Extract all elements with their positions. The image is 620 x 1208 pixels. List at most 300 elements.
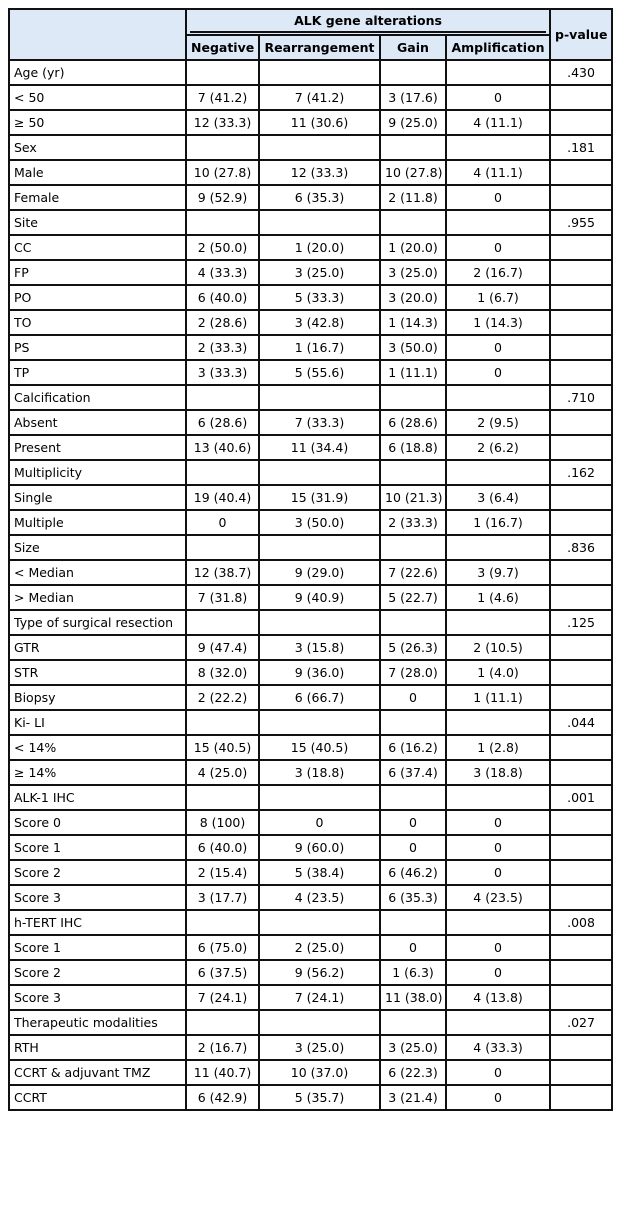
cell-gain: 3 (25.0) bbox=[380, 260, 446, 285]
cell-negative: 13 (40.6) bbox=[186, 435, 259, 460]
cell-negative: 10 (27.8) bbox=[186, 160, 259, 185]
cell-pvalue bbox=[550, 685, 612, 710]
cell-rearrangement bbox=[259, 210, 380, 235]
cell-negative: 6 (40.0) bbox=[186, 285, 259, 310]
row-label: FP bbox=[9, 260, 186, 285]
table-row bbox=[9, 835, 612, 860]
cell-rearrangement: 6 (66.7) bbox=[259, 685, 380, 710]
row-label: < 50 bbox=[9, 85, 186, 110]
row-label: Score 0 bbox=[9, 810, 186, 835]
cell-pvalue: .430 bbox=[550, 60, 612, 85]
cell-amplification bbox=[446, 1010, 550, 1035]
cell-negative: 8 (32.0) bbox=[186, 660, 259, 685]
row-label: CC bbox=[9, 235, 186, 260]
row-label: RTH bbox=[9, 1035, 186, 1060]
cell-pvalue bbox=[550, 110, 612, 135]
row-label: Ki- LI bbox=[9, 710, 186, 735]
cell-negative: 8 (100) bbox=[186, 810, 259, 835]
cell-pvalue bbox=[550, 185, 612, 210]
table-row bbox=[9, 510, 612, 535]
row-label: STR bbox=[9, 660, 186, 685]
cell-gain: 0 bbox=[380, 935, 446, 960]
cell-negative: 6 (28.6) bbox=[186, 410, 259, 435]
cell-pvalue: .162 bbox=[550, 460, 612, 485]
cell-gain: 10 (21.3) bbox=[380, 485, 446, 510]
cell-amplification bbox=[446, 385, 550, 410]
cell-gain: 0 bbox=[380, 810, 446, 835]
cell-gain: 6 (18.8) bbox=[380, 435, 446, 460]
table-row bbox=[9, 960, 612, 985]
cell-amplification: 0 bbox=[446, 360, 550, 385]
row-label: PO bbox=[9, 285, 186, 310]
cell-negative: 4 (25.0) bbox=[186, 760, 259, 785]
table-row bbox=[9, 110, 612, 135]
table-row bbox=[9, 685, 612, 710]
cell-rearrangement: 0 bbox=[259, 810, 380, 835]
cell-negative: 2 (28.6) bbox=[186, 310, 259, 335]
row-label: h-TERT IHC bbox=[9, 910, 186, 935]
cell-pvalue bbox=[550, 760, 612, 785]
cell-negative bbox=[186, 60, 259, 85]
cell-amplification bbox=[446, 785, 550, 810]
row-label: Sex bbox=[9, 135, 186, 160]
table-row bbox=[9, 985, 612, 1010]
cell-gain: 5 (22.7) bbox=[380, 585, 446, 610]
row-label: Score 2 bbox=[9, 960, 186, 985]
cell-amplification bbox=[446, 910, 550, 935]
cell-rearrangement: 3 (50.0) bbox=[259, 510, 380, 535]
cell-rearrangement: 3 (42.8) bbox=[259, 310, 380, 335]
cell-gain: 1 (6.3) bbox=[380, 960, 446, 985]
row-label: Site bbox=[9, 210, 186, 235]
cell-pvalue bbox=[550, 1060, 612, 1085]
column-header-negative: Negative bbox=[186, 35, 259, 60]
cell-amplification: 1 (6.7) bbox=[446, 285, 550, 310]
column-header-gain: Gain bbox=[380, 35, 446, 60]
cell-pvalue bbox=[550, 635, 612, 660]
cell-rearrangement bbox=[259, 610, 380, 635]
cell-pvalue: .955 bbox=[550, 210, 612, 235]
table-row bbox=[9, 85, 612, 110]
cell-negative bbox=[186, 460, 259, 485]
cell-rearrangement bbox=[259, 535, 380, 560]
cell-amplification bbox=[446, 535, 550, 560]
cell-pvalue bbox=[550, 810, 612, 835]
cell-pvalue bbox=[550, 410, 612, 435]
row-label: > Median bbox=[9, 585, 186, 610]
group-header-rule bbox=[190, 31, 546, 33]
cell-amplification: 0 bbox=[446, 935, 550, 960]
cell-pvalue bbox=[550, 335, 612, 360]
table-row bbox=[9, 235, 612, 260]
cell-negative: 2 (15.4) bbox=[186, 860, 259, 885]
cell-amplification: 0 bbox=[446, 335, 550, 360]
cell-pvalue bbox=[550, 735, 612, 760]
cell-negative: 6 (37.5) bbox=[186, 960, 259, 985]
cell-pvalue: .836 bbox=[550, 535, 612, 560]
table-row bbox=[9, 760, 612, 785]
row-label: Multiplicity bbox=[9, 460, 186, 485]
cell-negative: 11 (40.7) bbox=[186, 1060, 259, 1085]
row-label: ALK-1 IHC bbox=[9, 785, 186, 810]
cell-rearrangement: 5 (55.6) bbox=[259, 360, 380, 385]
table-row bbox=[9, 135, 612, 160]
cell-pvalue bbox=[550, 1035, 612, 1060]
cell-gain: 6 (37.4) bbox=[380, 760, 446, 785]
cell-pvalue bbox=[550, 660, 612, 685]
cell-pvalue bbox=[550, 510, 612, 535]
row-label: CCRT bbox=[9, 1085, 186, 1110]
table-row bbox=[9, 160, 612, 185]
cell-pvalue bbox=[550, 835, 612, 860]
cell-pvalue bbox=[550, 1085, 612, 1110]
cell-amplification: 1 (4.0) bbox=[446, 660, 550, 685]
cell-gain bbox=[380, 785, 446, 810]
row-label: < 14% bbox=[9, 735, 186, 760]
cell-rearrangement bbox=[259, 60, 380, 85]
cell-pvalue bbox=[550, 260, 612, 285]
table-row bbox=[9, 610, 612, 635]
cell-gain: 2 (33.3) bbox=[380, 510, 446, 535]
cell-negative: 4 (33.3) bbox=[186, 260, 259, 285]
cell-negative bbox=[186, 210, 259, 235]
table-body bbox=[9, 60, 612, 1110]
cell-rearrangement: 12 (33.3) bbox=[259, 160, 380, 185]
cell-rearrangement: 15 (40.5) bbox=[259, 735, 380, 760]
row-label: Absent bbox=[9, 410, 186, 435]
table-row bbox=[9, 360, 612, 385]
row-label: Size bbox=[9, 535, 186, 560]
row-label: Age (yr) bbox=[9, 60, 186, 85]
table-row bbox=[9, 60, 612, 85]
header-corner-cell bbox=[9, 9, 186, 60]
table-row bbox=[9, 335, 612, 360]
row-label: TO bbox=[9, 310, 186, 335]
cell-amplification: 4 (13.8) bbox=[446, 985, 550, 1010]
cell-rearrangement: 9 (29.0) bbox=[259, 560, 380, 585]
cell-amplification: 2 (9.5) bbox=[446, 410, 550, 435]
table-row bbox=[9, 310, 612, 335]
column-header-rearrangement: Rearrangement bbox=[259, 35, 380, 60]
table-row bbox=[9, 710, 612, 735]
cell-negative bbox=[186, 910, 259, 935]
table-row bbox=[9, 910, 612, 935]
cell-rearrangement: 15 (31.9) bbox=[259, 485, 380, 510]
cell-gain bbox=[380, 710, 446, 735]
cell-rearrangement: 11 (30.6) bbox=[259, 110, 380, 135]
table-row bbox=[9, 935, 612, 960]
row-label: Female bbox=[9, 185, 186, 210]
cell-negative: 3 (17.7) bbox=[186, 885, 259, 910]
group-header-label: ALK gene alterations bbox=[294, 13, 442, 28]
cell-gain: 7 (22.6) bbox=[380, 560, 446, 585]
cell-negative bbox=[186, 385, 259, 410]
table-row bbox=[9, 485, 612, 510]
row-label: ≥ 50 bbox=[9, 110, 186, 135]
table-header bbox=[9, 9, 612, 60]
cell-pvalue bbox=[550, 560, 612, 585]
cell-amplification: 1 (14.3) bbox=[446, 310, 550, 335]
row-label: Calcification bbox=[9, 385, 186, 410]
cell-negative: 7 (24.1) bbox=[186, 985, 259, 1010]
cell-negative: 0 bbox=[186, 510, 259, 535]
cell-rearrangement bbox=[259, 1010, 380, 1035]
cell-rearrangement: 5 (33.3) bbox=[259, 285, 380, 310]
row-label: Type of surgical resection bbox=[9, 610, 186, 635]
table-row bbox=[9, 260, 612, 285]
row-label: PS bbox=[9, 335, 186, 360]
cell-rearrangement: 5 (35.7) bbox=[259, 1085, 380, 1110]
cell-rearrangement: 7 (24.1) bbox=[259, 985, 380, 1010]
cell-negative: 2 (50.0) bbox=[186, 235, 259, 260]
cell-pvalue bbox=[550, 485, 612, 510]
cell-amplification: 3 (9.7) bbox=[446, 560, 550, 585]
cell-negative bbox=[186, 1010, 259, 1035]
cell-amplification: 3 (6.4) bbox=[446, 485, 550, 510]
table-row bbox=[9, 660, 612, 685]
cell-pvalue bbox=[550, 885, 612, 910]
table-row bbox=[9, 560, 612, 585]
cell-gain: 1 (20.0) bbox=[380, 235, 446, 260]
cell-rearrangement: 1 (20.0) bbox=[259, 235, 380, 260]
table-row bbox=[9, 735, 612, 760]
cell-amplification: 0 bbox=[446, 85, 550, 110]
cell-rearrangement: 6 (35.3) bbox=[259, 185, 380, 210]
table-row bbox=[9, 885, 612, 910]
cell-gain: 10 (27.8) bbox=[380, 160, 446, 185]
table-row bbox=[9, 1060, 612, 1085]
cell-negative: 2 (33.3) bbox=[186, 335, 259, 360]
cell-negative: 12 (33.3) bbox=[186, 110, 259, 135]
row-label: Therapeutic modalities bbox=[9, 1010, 186, 1035]
cell-gain: 3 (21.4) bbox=[380, 1085, 446, 1110]
row-label: Score 1 bbox=[9, 835, 186, 860]
cell-gain: 5 (26.3) bbox=[380, 635, 446, 660]
cell-gain bbox=[380, 210, 446, 235]
cell-negative: 9 (47.4) bbox=[186, 635, 259, 660]
table-row bbox=[9, 535, 612, 560]
cell-gain: 7 (28.0) bbox=[380, 660, 446, 685]
cell-pvalue bbox=[550, 235, 612, 260]
cell-amplification: 0 bbox=[446, 960, 550, 985]
cell-gain: 6 (16.2) bbox=[380, 735, 446, 760]
cell-negative: 9 (52.9) bbox=[186, 185, 259, 210]
cell-negative: 6 (75.0) bbox=[186, 935, 259, 960]
cell-gain: 1 (14.3) bbox=[380, 310, 446, 335]
cell-amplification: 0 bbox=[446, 185, 550, 210]
table-row bbox=[9, 210, 612, 235]
cell-gain: 3 (50.0) bbox=[380, 335, 446, 360]
cell-rearrangement: 4 (23.5) bbox=[259, 885, 380, 910]
cell-pvalue bbox=[550, 860, 612, 885]
cell-amplification bbox=[446, 710, 550, 735]
cell-pvalue bbox=[550, 285, 612, 310]
cell-amplification bbox=[446, 460, 550, 485]
cell-negative: 19 (40.4) bbox=[186, 485, 259, 510]
cell-amplification bbox=[446, 210, 550, 235]
cell-gain bbox=[380, 60, 446, 85]
cell-rearrangement: 9 (56.2) bbox=[259, 960, 380, 985]
cell-negative: 6 (42.9) bbox=[186, 1085, 259, 1110]
cell-gain bbox=[380, 910, 446, 935]
table-row bbox=[9, 585, 612, 610]
table-row bbox=[9, 860, 612, 885]
cell-gain: 11 (38.0) bbox=[380, 985, 446, 1010]
group-header bbox=[186, 9, 550, 35]
cell-gain: 3 (17.6) bbox=[380, 85, 446, 110]
cell-amplification bbox=[446, 610, 550, 635]
cell-rearrangement bbox=[259, 785, 380, 810]
cell-gain bbox=[380, 460, 446, 485]
cell-rearrangement: 11 (34.4) bbox=[259, 435, 380, 460]
cell-gain: 3 (25.0) bbox=[380, 1035, 446, 1060]
cell-rearrangement: 10 (37.0) bbox=[259, 1060, 380, 1085]
cell-amplification: 4 (23.5) bbox=[446, 885, 550, 910]
row-label: < Median bbox=[9, 560, 186, 585]
cell-gain: 6 (28.6) bbox=[380, 410, 446, 435]
row-label: GTR bbox=[9, 635, 186, 660]
cell-rearrangement bbox=[259, 710, 380, 735]
row-label: Score 3 bbox=[9, 985, 186, 1010]
cell-rearrangement bbox=[259, 460, 380, 485]
cell-negative: 7 (31.8) bbox=[186, 585, 259, 610]
cell-pvalue: .181 bbox=[550, 135, 612, 160]
cell-rearrangement: 3 (18.8) bbox=[259, 760, 380, 785]
table-row bbox=[9, 785, 612, 810]
cell-negative bbox=[186, 710, 259, 735]
cell-negative bbox=[186, 135, 259, 160]
table-row bbox=[9, 460, 612, 485]
cell-rearrangement: 9 (60.0) bbox=[259, 835, 380, 860]
row-label: Score 1 bbox=[9, 935, 186, 960]
cell-gain: 6 (46.2) bbox=[380, 860, 446, 885]
cell-amplification: 1 (4.6) bbox=[446, 585, 550, 610]
cell-amplification: 1 (16.7) bbox=[446, 510, 550, 535]
row-label: Biopsy bbox=[9, 685, 186, 710]
table-row bbox=[9, 1035, 612, 1060]
table-row bbox=[9, 810, 612, 835]
cell-rearrangement: 7 (33.3) bbox=[259, 410, 380, 435]
cell-gain: 3 (20.0) bbox=[380, 285, 446, 310]
cell-amplification: 2 (10.5) bbox=[446, 635, 550, 660]
table-row bbox=[9, 1010, 612, 1035]
row-label: Single bbox=[9, 485, 186, 510]
cell-negative bbox=[186, 535, 259, 560]
cell-amplification: 0 bbox=[446, 1085, 550, 1110]
table-row bbox=[9, 1085, 612, 1110]
cell-rearrangement bbox=[259, 910, 380, 935]
cell-negative: 15 (40.5) bbox=[186, 735, 259, 760]
cell-amplification: 0 bbox=[446, 235, 550, 260]
table-row bbox=[9, 635, 612, 660]
cell-pvalue: .125 bbox=[550, 610, 612, 635]
cell-negative: 2 (16.7) bbox=[186, 1035, 259, 1060]
cell-rearrangement: 3 (25.0) bbox=[259, 260, 380, 285]
cell-pvalue: .001 bbox=[550, 785, 612, 810]
cell-gain bbox=[380, 135, 446, 160]
cell-pvalue bbox=[550, 310, 612, 335]
cell-amplification: 4 (11.1) bbox=[446, 110, 550, 135]
row-label: Male bbox=[9, 160, 186, 185]
cell-rearrangement: 9 (36.0) bbox=[259, 660, 380, 685]
cell-rearrangement bbox=[259, 135, 380, 160]
cell-gain bbox=[380, 535, 446, 560]
cell-amplification: 4 (33.3) bbox=[446, 1035, 550, 1060]
row-label: TP bbox=[9, 360, 186, 385]
cell-negative: 12 (38.7) bbox=[186, 560, 259, 585]
cell-pvalue bbox=[550, 985, 612, 1010]
row-label: Score 2 bbox=[9, 860, 186, 885]
cell-gain bbox=[380, 1010, 446, 1035]
cell-amplification bbox=[446, 60, 550, 85]
cell-gain: 9 (25.0) bbox=[380, 110, 446, 135]
table-row bbox=[9, 435, 612, 460]
cell-gain: 2 (11.8) bbox=[380, 185, 446, 210]
cell-gain bbox=[380, 610, 446, 635]
cell-amplification: 0 bbox=[446, 1060, 550, 1085]
cell-negative: 2 (22.2) bbox=[186, 685, 259, 710]
cell-rearrangement: 1 (16.7) bbox=[259, 335, 380, 360]
cell-gain: 0 bbox=[380, 835, 446, 860]
cell-pvalue: .008 bbox=[550, 910, 612, 935]
row-label: ≥ 14% bbox=[9, 760, 186, 785]
cell-gain: 6 (35.3) bbox=[380, 885, 446, 910]
cell-rearrangement bbox=[259, 385, 380, 410]
cell-negative: 6 (40.0) bbox=[186, 835, 259, 860]
cell-rearrangement: 5 (38.4) bbox=[259, 860, 380, 885]
cell-negative bbox=[186, 610, 259, 635]
cell-pvalue: .710 bbox=[550, 385, 612, 410]
cell-pvalue: .044 bbox=[550, 710, 612, 735]
cell-rearrangement: 3 (25.0) bbox=[259, 1035, 380, 1060]
cell-amplification: 1 (11.1) bbox=[446, 685, 550, 710]
row-label: Score 3 bbox=[9, 885, 186, 910]
cell-gain: 1 (11.1) bbox=[380, 360, 446, 385]
cell-pvalue bbox=[550, 160, 612, 185]
cell-amplification: 0 bbox=[446, 835, 550, 860]
cell-rearrangement: 7 (41.2) bbox=[259, 85, 380, 110]
cell-pvalue bbox=[550, 960, 612, 985]
cell-negative bbox=[186, 785, 259, 810]
cell-rearrangement: 9 (40.9) bbox=[259, 585, 380, 610]
cell-amplification: 3 (18.8) bbox=[446, 760, 550, 785]
cell-pvalue bbox=[550, 360, 612, 385]
cell-amplification: 4 (11.1) bbox=[446, 160, 550, 185]
cell-amplification: 2 (16.7) bbox=[446, 260, 550, 285]
table-row bbox=[9, 410, 612, 435]
cell-pvalue bbox=[550, 585, 612, 610]
pvalue-header: p-value bbox=[550, 9, 612, 60]
cell-pvalue bbox=[550, 435, 612, 460]
cell-gain: 6 (22.3) bbox=[380, 1060, 446, 1085]
table-row bbox=[9, 285, 612, 310]
cell-rearrangement: 3 (15.8) bbox=[259, 635, 380, 660]
row-label: CCRT & adjuvant TMZ bbox=[9, 1060, 186, 1085]
cell-negative: 3 (33.3) bbox=[186, 360, 259, 385]
alk-alterations-table bbox=[8, 8, 613, 1111]
cell-gain: 0 bbox=[380, 685, 446, 710]
cell-pvalue: .027 bbox=[550, 1010, 612, 1035]
cell-negative: 7 (41.2) bbox=[186, 85, 259, 110]
cell-amplification bbox=[446, 135, 550, 160]
cell-amplification: 0 bbox=[446, 810, 550, 835]
cell-amplification: 0 bbox=[446, 860, 550, 885]
row-label: Present bbox=[9, 435, 186, 460]
table-row bbox=[9, 385, 612, 410]
table-row bbox=[9, 185, 612, 210]
row-label: Multiple bbox=[9, 510, 186, 535]
cell-pvalue bbox=[550, 935, 612, 960]
